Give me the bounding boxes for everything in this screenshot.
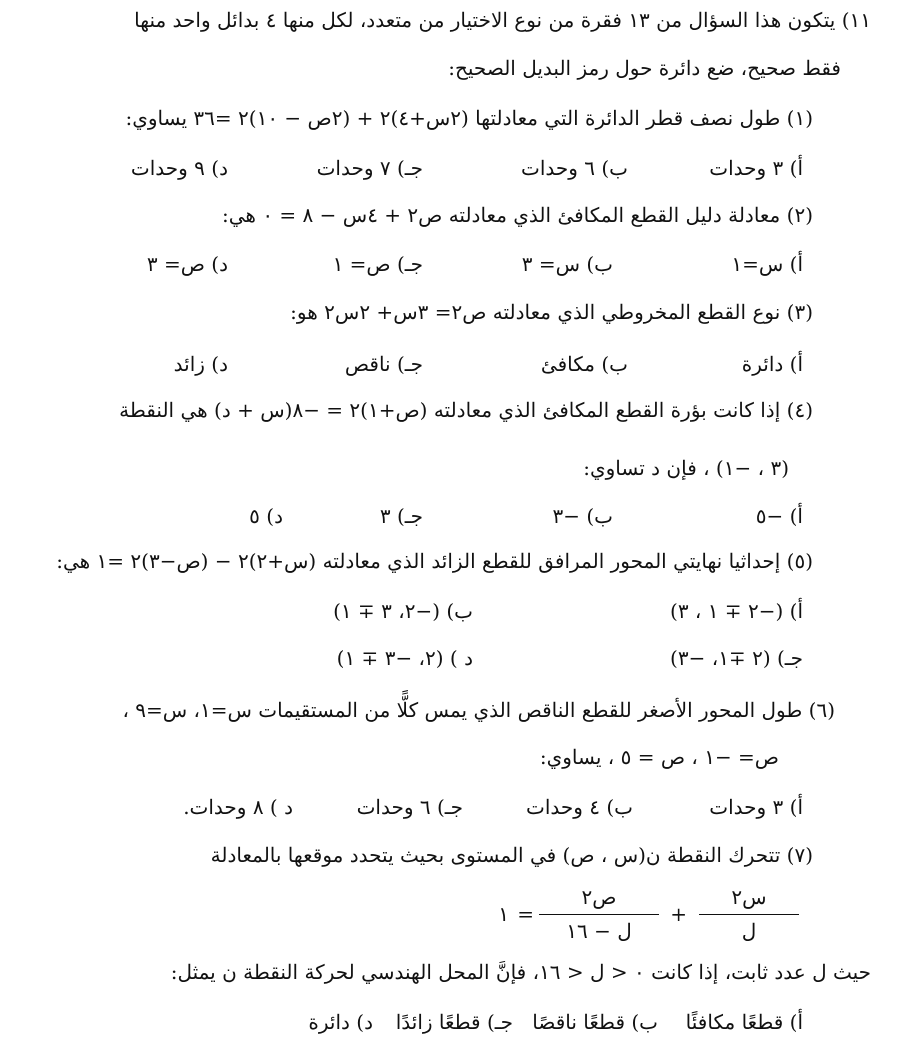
- question-5-option-d[interactable]: د ) (٢، −٣ ∓ ١): [336, 646, 473, 670]
- question-7-stem-continued: حيث ل عدد ثابت، إذا كانت ٠ < ل < ١٦، فإنَّ المحل الهندسي لحركة النقطة ن يمثل:: [170, 960, 871, 984]
- equation-rhs: ١: [498, 902, 509, 926]
- question-4-option-a[interactable]: أ) −٥: [755, 504, 803, 528]
- question-6-options: [83, 795, 803, 819]
- fraction-x-bar: [699, 914, 799, 915]
- question-3-option-d[interactable]: د) زائد: [173, 352, 228, 376]
- question-2-stem: (٢) معادلة دليل القطع المكافئ الذي معادلته ص٢ + ٤س − ٨ = ٠ هي:: [222, 203, 813, 227]
- question-5-option-b[interactable]: ب) (−٢، ٣ ∓ ١): [333, 599, 473, 623]
- question-7-option-b[interactable]: ب) قطعًا ناقصًا: [532, 1010, 658, 1034]
- question-1-stem: (١) طول نصف قطر الدائرة التي معادلتها (٢س+٤)٢ + (٢ص − ١٠)٢ =٣٦ يساوي:: [125, 106, 813, 130]
- question-3-option-b[interactable]: ب) مكافئ: [540, 352, 628, 376]
- question-7-option-c[interactable]: جـ) قطعًا زائدًا: [395, 1010, 513, 1034]
- question-6-option-a[interactable]: أ) ٣ وحدات: [709, 795, 803, 819]
- question-7-options: [83, 1010, 803, 1034]
- question-5-option-c[interactable]: جـ) (٢ ∓١، −٣): [670, 646, 803, 670]
- question-2-option-d[interactable]: د) ص= ٣: [146, 252, 228, 276]
- question-6-stem: (٦) طول المحور الأصغر للقطع الناقص الذي يمس كلًّا من المستقيمات س=١، س=٩ ،: [122, 698, 835, 722]
- fraction-x-denominator: ل: [741, 919, 757, 943]
- question-2-option-a[interactable]: أ) س=١: [731, 252, 803, 276]
- question-4-option-c[interactable]: جـ) ٣: [379, 504, 423, 528]
- question-7-option-d[interactable]: د) دائرة: [308, 1010, 373, 1034]
- question-6-option-b[interactable]: ب) ٤ وحدات: [525, 795, 633, 819]
- instructions-line-1: ١١) يتكون هذا السؤال من ١٣ فقرة من نوع الاختيار من متعدد، لكل منها ٤ بدائل واحد منها: [134, 8, 871, 32]
- question-5-options-row-2: [83, 646, 803, 670]
- question-3-option-c[interactable]: جـ) ناقص: [344, 352, 423, 376]
- question-3-option-a[interactable]: أ) دائرة: [741, 352, 803, 376]
- fraction-y-bar: [539, 914, 659, 915]
- question-4-stem: (٤) إذا كانت بؤرة القطع المكافئ الذي معادلته (ص+١)٢ = −٨(س + د) هي النقطة: [119, 398, 813, 422]
- question-1-options: [83, 156, 803, 180]
- question-1-option-a[interactable]: أ) ٣ وحدات: [709, 156, 803, 180]
- question-5-option-a[interactable]: أ) (−٢ ∓ ١ ، ٣): [670, 599, 803, 623]
- question-1-option-b[interactable]: ب) ٦ وحدات: [520, 156, 628, 180]
- question-6-stem-continued: ص= −١ ، ص = ٥ ، يساوي:: [539, 745, 779, 769]
- question-5-options-row-1: [83, 599, 803, 623]
- question-2-options: [83, 252, 803, 276]
- question-4-options: [83, 504, 803, 528]
- question-1-option-d[interactable]: د) ٩ وحدات: [130, 156, 228, 180]
- question-4-stem-continued: (٣ ، −١) ، فإن د تساوي:: [583, 456, 789, 480]
- question-3-options: [83, 352, 803, 376]
- fraction-y-numerator: ص٢: [581, 885, 617, 909]
- question-1-option-c[interactable]: جـ) ٧ وحدات: [316, 156, 423, 180]
- question-4-option-b[interactable]: ب) −٣: [552, 504, 613, 528]
- question-3-stem: (٣) نوع القطع المخروطي الذي معادلته ص٢= ٣س+ ٢س٢ هو:: [290, 300, 813, 324]
- equation-equals-sign: =: [517, 902, 534, 926]
- fraction-y-denominator: ل − ١٦: [566, 919, 632, 943]
- question-2-option-b[interactable]: ب) س= ٣: [521, 252, 613, 276]
- question-5-stem: (٥) إحداثيا نهايتي المحور المرافق للقطع الزائد الذي معادلته (س+٢)٢ − (ص−٣)٢ =١ هي:: [56, 549, 813, 573]
- question-7-option-a[interactable]: أ) قطعًا مكافئًا: [685, 1010, 803, 1034]
- fraction-x-numerator: س٢: [731, 885, 767, 909]
- question-6-option-d[interactable]: د ) ٨ وحدات.: [183, 795, 293, 819]
- question-4-option-d[interactable]: د) ٥: [249, 504, 283, 528]
- question-7-stem: (٧) تتحرك النقطة ن(س ، ص) في المستوى بحيث يتحدد موقعها بالمعادلة: [210, 843, 813, 867]
- question-6-option-c[interactable]: جـ) ٦ وحدات: [356, 795, 463, 819]
- question-2-option-c[interactable]: جـ) ص= ١: [332, 252, 423, 276]
- equation-plus-sign: +: [670, 902, 687, 926]
- instructions-line-2: فقط صحيح، ضع دائرة حول رمز البديل الصحيح:: [448, 56, 841, 80]
